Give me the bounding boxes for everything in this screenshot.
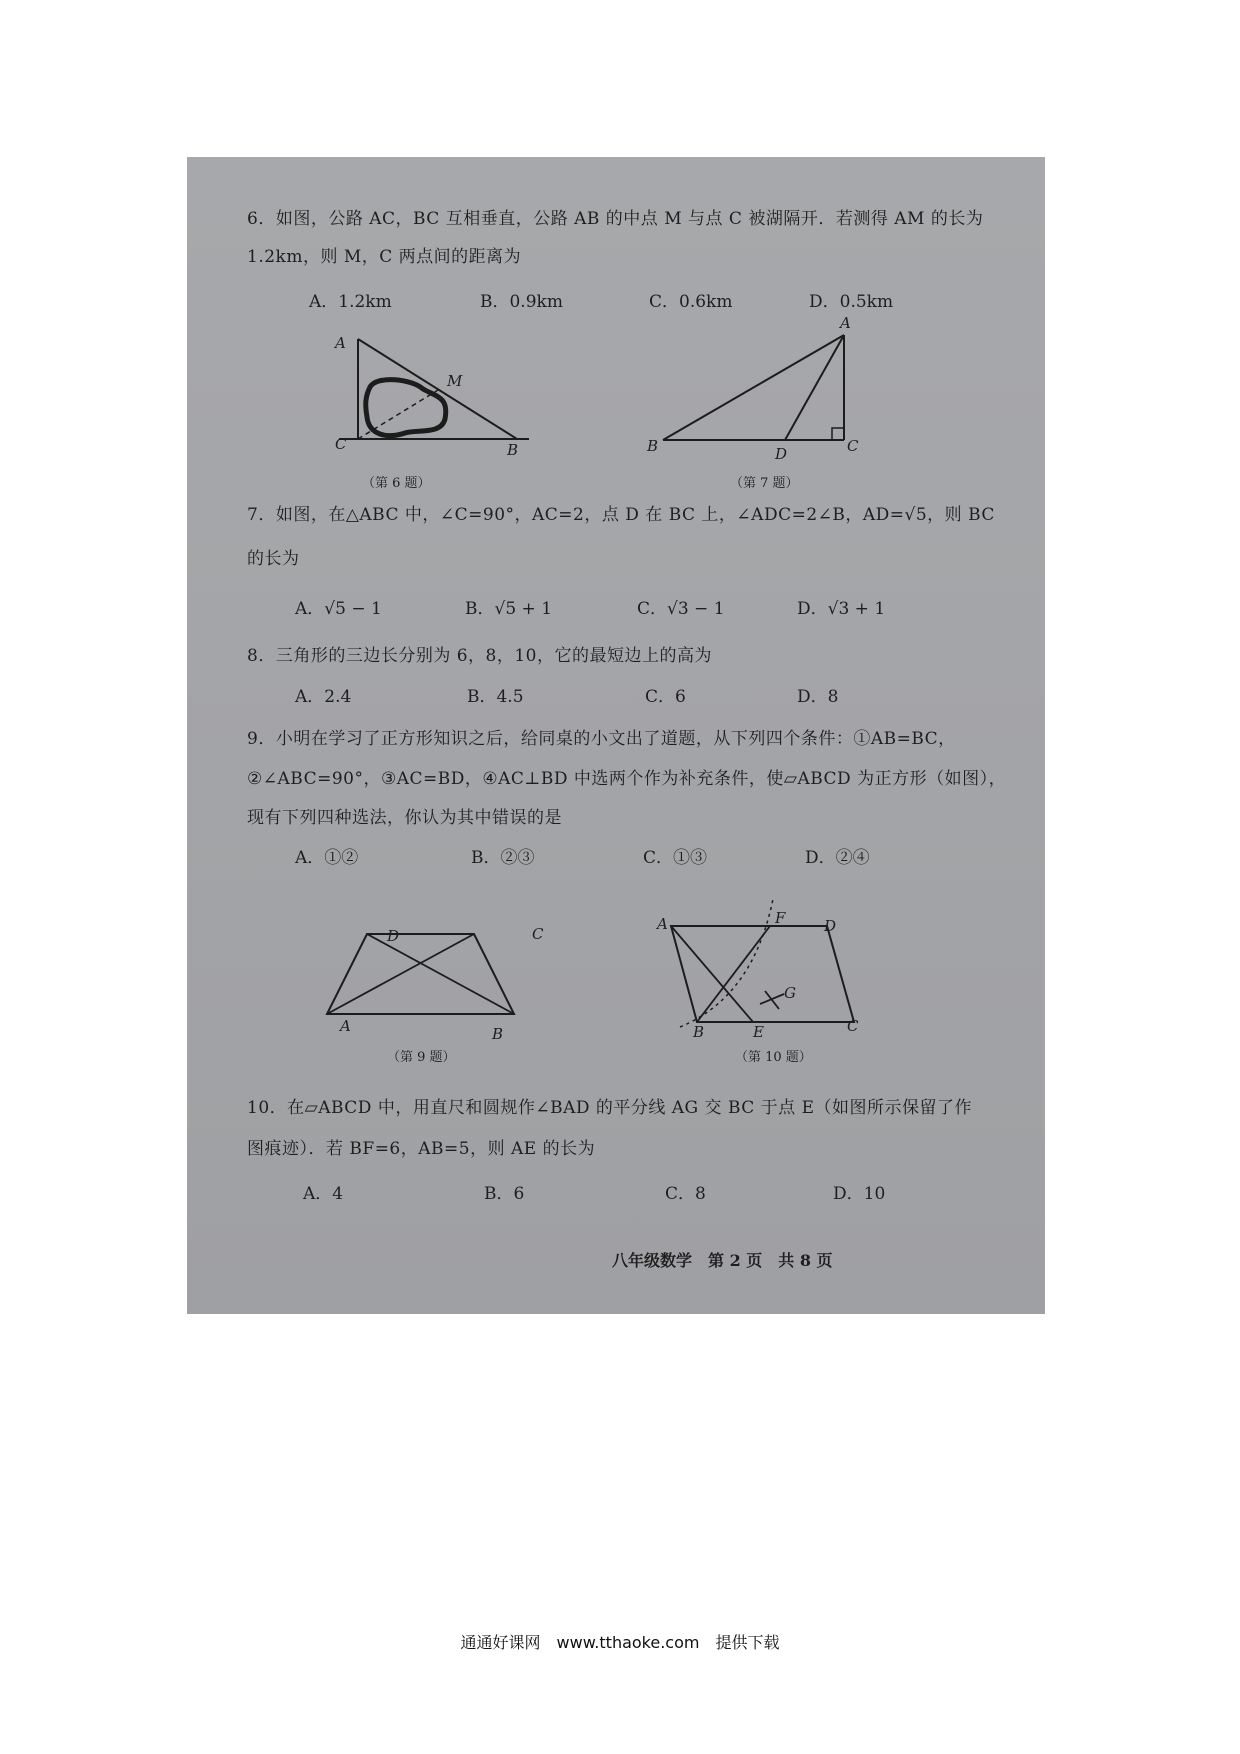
q6-text-line1: 6．如图，公路 AC，BC 互相垂直，公路 AB 的中点 M 与点 C 被湖隔开．若测得 AM 的长为 [247,209,984,229]
fig10-label-f: F [775,909,786,927]
q9-text-line1: 9．小明在学习了正方形知识之后，给同桌的小文出了道题，从下列四个条件：①AB=BC， [247,729,956,749]
fig10-parallelogram [671,926,854,1022]
q10-option-d: D．10 [833,1184,886,1204]
q6-text-line2: 1.2km，则 M，C 两点间的距离为 [247,247,522,267]
q9-option-a: A．①② [295,848,359,868]
q8-option-b: B．4.5 [467,687,524,707]
fig10-label-e: E [753,1023,764,1041]
fig6-caption: （第 6 题） [362,476,431,491]
q9-option-d: D．②④ [805,848,870,868]
q7-option-b: B．√5 + 1 [465,599,553,619]
q7-text-line1: 7．如图，在△ABC 中，∠C=90°，AC=2，点 D 在 BC 上，∠ADC=2∠B，AD=√5，则 BC [247,505,995,525]
fig7-label-c: C [847,437,859,455]
fig6-label-m: M [447,372,463,390]
q8-option-d: D．8 [797,687,839,707]
q6-option-a: A．1.2km [309,292,392,312]
q7-option-d: D．√3 + 1 [797,599,886,619]
q10-option-b: B．6 [484,1184,525,1204]
q10-option-c: C．8 [665,1184,706,1204]
q9-text-line2: ②∠ABC=90°，③AC=BD，④AC⊥BD 中选两个作为补充条件，使▱ABCD 为正方形（如图）， [247,769,1007,789]
q9-option-c: C．①③ [643,848,708,868]
q8-option-c: C．6 [645,687,686,707]
fig10-label-c: C [847,1017,859,1035]
fig10-label-a: A [657,915,668,933]
q7-option-c: C．√3 − 1 [637,599,725,619]
fig10-label-d: D [824,917,837,935]
fig9-caption: （第 9 题） [387,1050,456,1065]
fig10-label-g: G [784,984,796,1002]
fig9-label-a: A [340,1017,351,1035]
fig9-label-d: D [387,927,400,945]
q9-text-line3: 现有下列四种选法，你认为其中错误的是 [247,808,562,828]
q6-option-d: D．0.5km [809,292,894,312]
fig10-segment-bf [697,926,770,1022]
fig6-label-a: A [335,334,346,352]
fig7-label-a: A [840,314,851,332]
exam-page-footer: 八年级数学 第 2 页 共 8 页 [612,1251,833,1270]
fig7-label-b: B [647,437,659,455]
fig6-label-c: C [335,435,347,453]
scanned-exam-page [187,157,1045,1314]
q9-option-b: B．②③ [471,848,535,868]
q10-option-a: A．4 [303,1184,344,1204]
fig10-label-b: B [693,1023,705,1041]
q8-text-line1: 8．三角形的三边长分别为 6，8，10，它的最短边上的高为 [247,646,712,666]
q10-text-line2: 图痕迹）．若 BF=6，AB=5，则 AE 的长为 [247,1139,596,1159]
q6-option-b: B．0.9km [480,292,563,312]
q6-option-c: C．0.6km [649,292,733,312]
fig9-label-c: C [532,925,544,943]
fig6-label-b: B [507,441,519,459]
q7-option-a: A．√5 − 1 [295,599,382,619]
q8-option-a: A．2.4 [295,687,352,707]
fig9-label-b: B [492,1025,504,1043]
fig10-arc-mark-2 [765,991,779,1009]
q7-text-line2: 的长为 [247,549,300,569]
fig10-caption: （第 10 题） [735,1050,812,1065]
fig7-caption: （第 7 题） [730,476,799,491]
fig7-label-d: D [775,445,788,463]
q10-text-line1: 10．在▱ABCD 中，用直尺和圆规作∠BAD 的平分线 AG 交 BC 于点 E（如图所示保留了作 [247,1098,972,1118]
site-footer: 通通好课网 www.tthaoke.com 提供下载 [460,1633,780,1652]
